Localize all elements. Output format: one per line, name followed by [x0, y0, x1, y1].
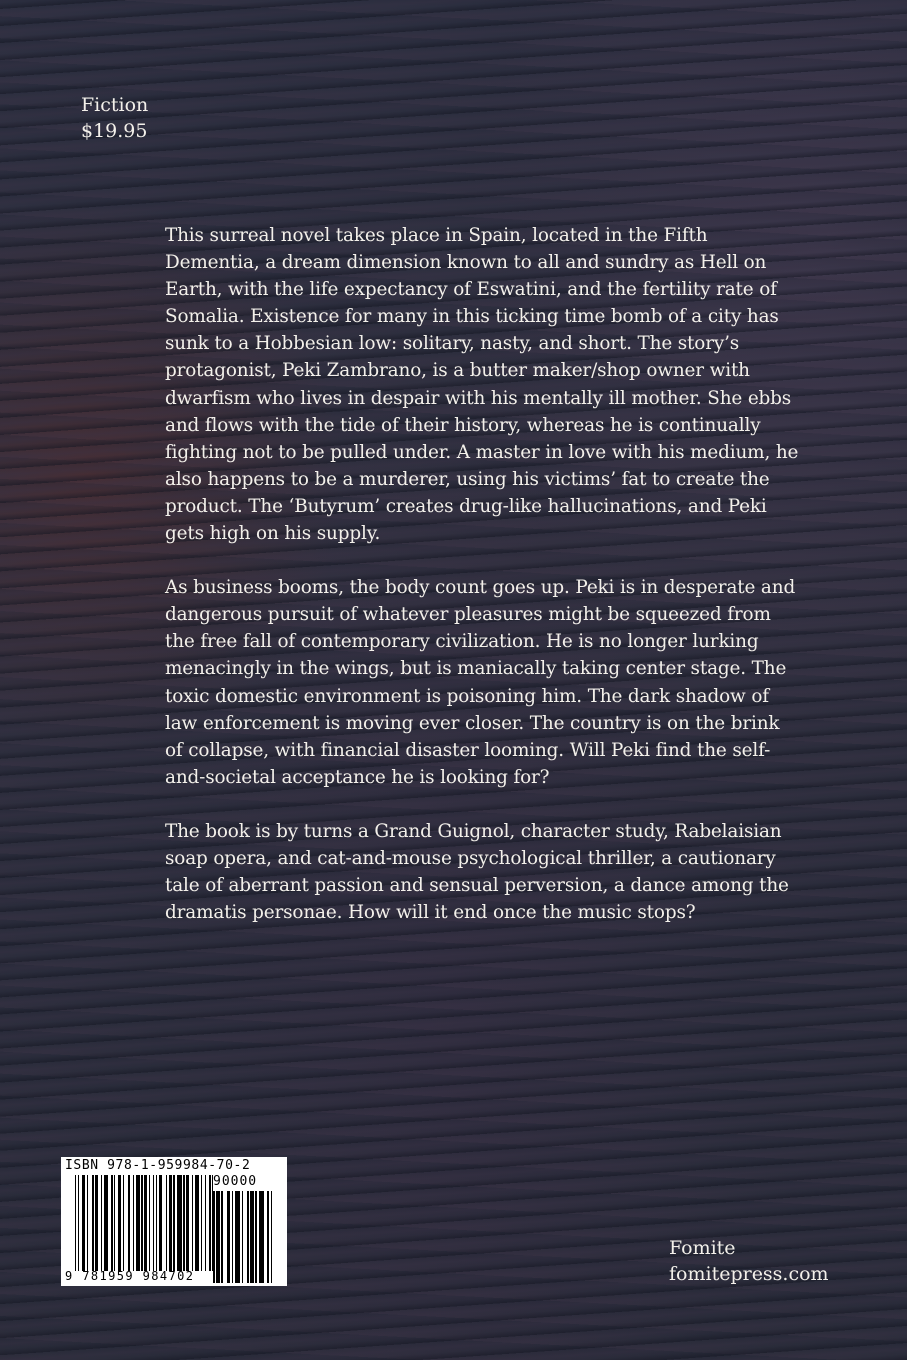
- barcode-stripe: [156, 1175, 157, 1271]
- isbn-barcode: [61, 1157, 287, 1286]
- barcode-stripe: [114, 1175, 115, 1271]
- barcode-stripe: [128, 1175, 129, 1271]
- barcode-stripe: [82, 1175, 85, 1271]
- barcode-stripe: [235, 1191, 240, 1283]
- barcode-stripe: [141, 1175, 142, 1271]
- barcode-stripe: [227, 1191, 230, 1283]
- barcode-stripe: [250, 1191, 253, 1283]
- barcode-stripe: [111, 1175, 112, 1271]
- genre-label: Fiction: [81, 94, 149, 116]
- barcode-stripe: [149, 1175, 150, 1271]
- barcode-stripe: [144, 1175, 147, 1271]
- barcode-stripe: [75, 1175, 76, 1271]
- barcode-stripe: [192, 1175, 193, 1271]
- barcode-stripe: [133, 1175, 134, 1271]
- genre-price-block: [81, 92, 148, 144]
- barcode-stripe: [104, 1175, 108, 1271]
- barcode-stripe: [201, 1175, 202, 1271]
- publisher-block: [669, 1235, 829, 1287]
- barcode-stripe: [247, 1191, 249, 1283]
- price-label: $19.95: [81, 120, 148, 142]
- barcode-digits: 9 781959 984702: [65, 1269, 195, 1283]
- barcode-stripe: [92, 1175, 93, 1271]
- publisher-name: Fomite: [669, 1237, 736, 1259]
- barcode-stripe: [166, 1175, 167, 1271]
- barcode-stripe: [87, 1175, 88, 1271]
- barcode-stripe: [205, 1175, 206, 1271]
- barcode-stripe: [183, 1175, 184, 1271]
- barcode-stripe: [177, 1175, 181, 1271]
- barcode-stripe: [267, 1191, 269, 1283]
- barcode-stripe: [169, 1175, 172, 1271]
- barcode-stripe: [136, 1175, 140, 1271]
- barcode-addon-bars: [213, 1191, 281, 1283]
- barcode-bars: [75, 1175, 209, 1271]
- barcode-stripe: [95, 1175, 98, 1271]
- blurb-paragraph-1: This surreal novel takes place in Spain, located in the Fifth Dementia, a dream dimension known to all and sundry as Hell on Earth, with the life expectancy of Eswatini, and the fertility rate of Somalia. Existence for many in this ticking time bomb of a city has sunk to a Hobbesian low: solitary, nasty, and short. The story’s protagonist, Peki Zambrano, is a butter maker/shop owner with dwarfism who lives in despair with his mentally ill mother. She ebbs and flows with the tide of their history, whereas he is continually fighting not to be pulled under. A master in love with his medium, he also happens to be a murderer, using his victims’ fat to create the product. The ‘Butyrum’ creates drug-like hallucinations, and Peki gets high on his supply.: [165, 225, 799, 545]
- barcode-stripe: [255, 1191, 257, 1283]
- barcode-stripe: [271, 1191, 273, 1283]
- barcode-stripe: [213, 1191, 215, 1283]
- barcode-stripe: [209, 1175, 210, 1271]
- barcode-stripe: [173, 1175, 174, 1271]
- publisher-website: fomitepress.com: [669, 1263, 829, 1285]
- barcode-stripe: [259, 1191, 264, 1283]
- barcode-stripe: [118, 1175, 121, 1271]
- barcode-stripe: [153, 1175, 154, 1271]
- isbn-label: ISBN 978-1-959984-70-2: [65, 1158, 251, 1173]
- barcode-stripe: [221, 1191, 223, 1283]
- barcode-stripe: [232, 1191, 234, 1283]
- barcode-stripe: [78, 1175, 79, 1271]
- barcode-stripe: [159, 1175, 162, 1271]
- blurb-paragraph-2: As business booms, the body count goes up. Peki is in desperate and dangerous pursuit of whatever pleasures might be squeezed from the free fall of contemporary civilization. He is no longer lurking menacingly in the wings, but is maniacally taking center stage. The toxic domestic environment is poisoning him. The dark shadow of law enforcement is moving ever closer. The country is on the brink of collapse, with financial disaster looming. Will Peki find the self-and-societal acceptance he is looking for?: [165, 577, 796, 788]
- barcode-stripe: [186, 1175, 189, 1271]
- barcode-stripe: [123, 1175, 124, 1271]
- book-blurb: [165, 222, 801, 953]
- barcode-stripe: [242, 1191, 244, 1283]
- barcode-stripe: [216, 1191, 219, 1283]
- barcode-stripe: [195, 1175, 199, 1271]
- barcode-stripe: [101, 1175, 102, 1271]
- price-code: 90000: [213, 1174, 258, 1189]
- blurb-paragraph-3: The book is by turns a Grand Guignol, character study, Rabelaisian soap opera, and cat-and-mouse psychological thriller, a cautionary tale of aberrant passion and sensual perversion, a dance among the dramatis personae. How will it end once the music stops?: [165, 820, 789, 924]
